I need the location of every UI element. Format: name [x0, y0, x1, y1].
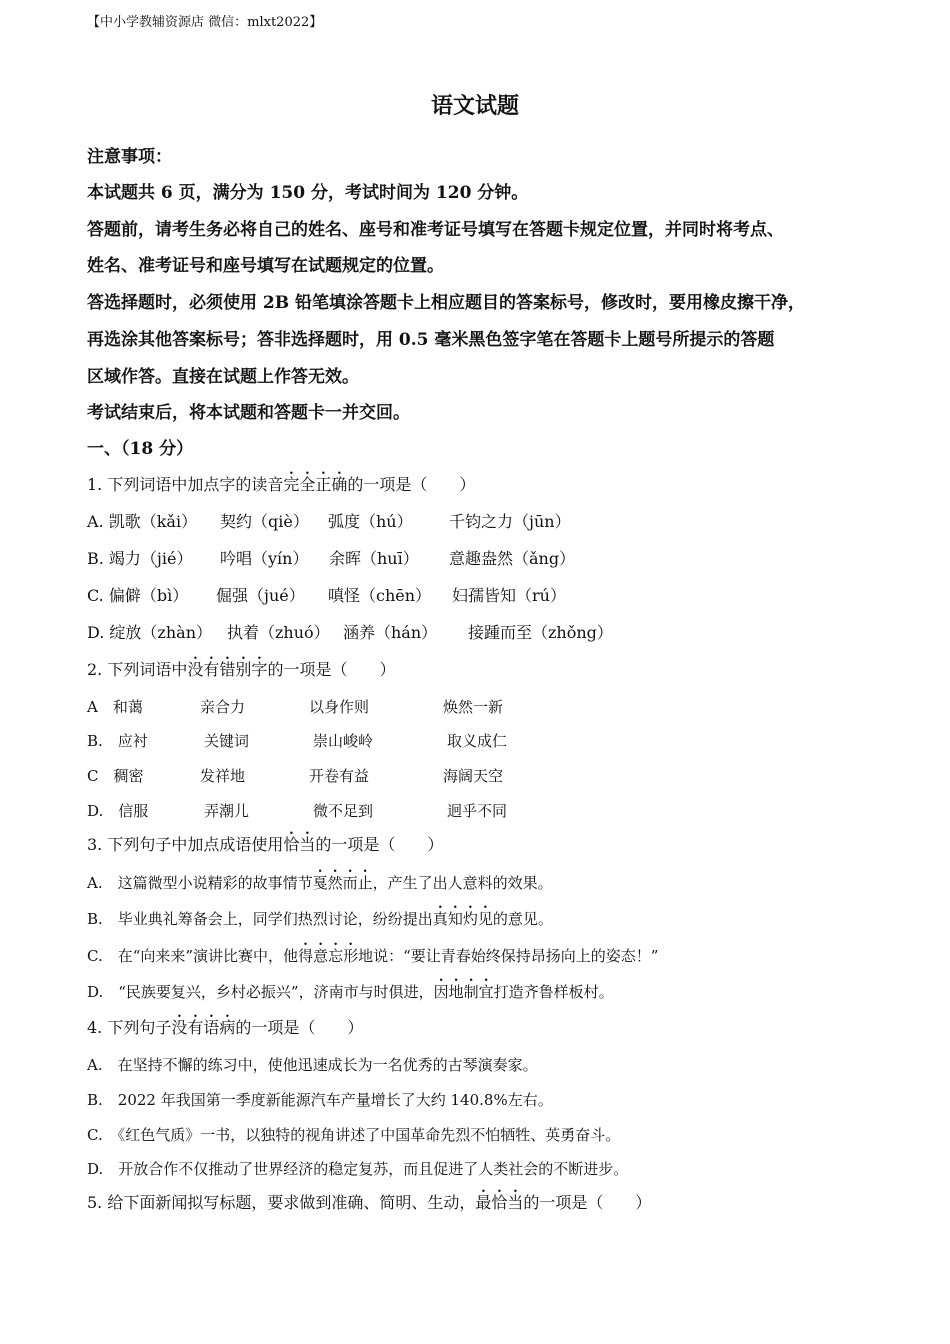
option-term: 焕然一新: [443, 698, 504, 716]
header-shop-info: 【中小学教辅资源店 微信：mlxt2022】: [87, 15, 323, 30]
notice-line: 答题前，请考生务必将自己的姓名、座号和准考证号填写在答题卡规定位置，并同时将考点、: [87, 220, 784, 240]
dotted-char: 然: [327, 874, 343, 892]
option-term: 契约（qiè）: [220, 512, 309, 531]
option-term: 迥乎不同: [447, 802, 508, 820]
page-title: 语文试题: [430, 93, 519, 119]
dotted-char: 忘: [328, 947, 344, 965]
dotted-char: 制: [463, 983, 479, 1001]
dotted-char: 正: [315, 475, 332, 494]
option-text: 地说：“要让青春始终保持昂扬向上的姿态！”: [358, 947, 659, 965]
option-text: B. 毕业典礼筹备会上，同学们热烈讨论，纷纷提出: [87, 910, 433, 928]
question-2-stem: [87, 660, 395, 680]
option-term: D. 绽放（zhàn）: [87, 623, 213, 642]
option-term: 发祥地: [200, 767, 246, 785]
option-term: 涵养（hán）: [343, 623, 438, 642]
question-3-stem: [87, 835, 443, 855]
notice-line: 考试结束后，将本试题和答题卡一并交回。: [87, 403, 410, 423]
option-term: 崇山峻岭: [313, 732, 374, 750]
dotted-char: 地: [448, 983, 464, 1001]
option-term: 亲合力: [200, 698, 246, 716]
dotted-char: 语: [203, 1018, 220, 1037]
option-term: D. 信服: [87, 802, 149, 820]
option-term: 余晖（huī）: [329, 549, 419, 568]
dotted-char: 真: [432, 910, 448, 928]
option-term: C 稠密: [87, 767, 144, 785]
option-text: ，产生了出人意料的效果。: [372, 874, 553, 892]
dotted-char: 戛: [312, 874, 328, 892]
option-term: 海阔天空: [443, 767, 504, 785]
question-1-option-c: [87, 586, 566, 606]
option-term: 嗔怪（chēn）: [328, 586, 432, 605]
stem-text: 的一项是（ ）: [235, 1018, 364, 1037]
option-text: A. 这篇微型小说精彩的故事情节: [87, 874, 313, 892]
question-4-stem: [87, 1018, 363, 1038]
option-term: 吟唱（yín）: [220, 549, 309, 568]
question-3-option-c: [87, 946, 658, 966]
option-text: 打造齐鲁样板村。: [493, 983, 614, 1001]
dotted-char: 见: [477, 910, 493, 928]
question-4-option-a: A. 在坚持不懈的练习中，使他迅速成长为一名优秀的古琴演奏家。: [87, 1056, 538, 1074]
option-term: 千钧之力（jūn）: [449, 512, 571, 531]
dotted-char: 恰: [491, 1193, 508, 1212]
question-3-option-a: [87, 873, 553, 893]
option-term: 以身作则: [309, 698, 370, 716]
option-text: C. 在“向来来”演讲比赛中，他: [87, 947, 299, 965]
option-term: 弄潮儿: [204, 802, 250, 820]
dotted-char: 意: [313, 947, 329, 965]
question-1-option-a: [87, 512, 571, 532]
dotted-char: 当: [507, 1193, 524, 1212]
question-2-option-b: [87, 731, 507, 751]
dotted-char: 止: [357, 874, 373, 892]
stem-text: 2. 下列词语中: [87, 660, 188, 679]
notice-line: 答选择题时，必须使用 2B 铅笔填涂答题卡上相应题目的答案标号，修改时，要用橡皮擦干净，: [87, 293, 806, 313]
option-term: A 和蔼: [87, 698, 143, 716]
option-term: B. 竭力（jié）: [87, 549, 193, 568]
dotted-char: 确: [331, 475, 348, 494]
option-term: 执着（zhuó）: [227, 623, 330, 642]
option-term: 关键词: [204, 732, 250, 750]
option-term: C. 偏僻（bì）: [87, 586, 189, 605]
option-term: 妇孺皆知（rú）: [452, 586, 566, 605]
question-1-option-d: [87, 623, 613, 643]
dotted-char: 最: [475, 1193, 492, 1212]
option-term: 开卷有益: [309, 767, 370, 785]
dotted-char: 全: [299, 475, 316, 494]
question-4-option-d: D. 开放合作不仅推动了世界经济的稳定复苏，而且促进了人类社会的不断进步。: [87, 1160, 629, 1178]
dotted-char: 没: [187, 660, 204, 679]
question-3-option-d: [87, 982, 614, 1002]
dotted-char: 形: [343, 947, 359, 965]
option-term: A. 凯歌（kǎi）: [87, 512, 198, 531]
option-text: 的意见。: [492, 910, 553, 928]
question-4-option-c: C. 《红色气质》一书，以独特的视角讲述了中国革命先烈不怕牺牲、英勇奋斗。: [87, 1126, 621, 1144]
notice-line: 姓名、准考证号和座号填写在试题规定的位置。: [87, 256, 444, 276]
question-2-option-a: [87, 697, 503, 717]
dotted-char: 有: [187, 1018, 204, 1037]
option-text: D. “民族要复兴，乡村必振兴”，济南市与时俱进，: [87, 983, 434, 1001]
dotted-char: 因: [433, 983, 449, 1001]
stem-text: 的一项是（ ）: [523, 1193, 652, 1212]
dotted-char: 完: [283, 475, 300, 494]
dotted-char: 得: [298, 947, 314, 965]
dotted-char: 病: [219, 1018, 236, 1037]
dotted-char: 知: [447, 910, 463, 928]
option-term: 弧度（hú）: [328, 512, 413, 531]
dotted-char: 而: [342, 874, 358, 892]
option-term: 意趣盎然（ǎng）: [449, 549, 576, 568]
stem-text: 1. 下列词语中加点字的读音: [87, 475, 284, 494]
question-4-option-b: B. 2022 年我国第一季度新能源汽车产量增长了大约 140.8%左右。: [87, 1091, 553, 1109]
stem-text: 4. 下列句子: [87, 1018, 172, 1037]
dotted-char: 灼: [462, 910, 478, 928]
question-2-option-c: [87, 766, 503, 786]
option-term: 取义成仁: [447, 732, 508, 750]
stem-text: 3. 下列句子中加点成语使用: [87, 835, 284, 854]
dotted-char: 字: [251, 660, 268, 679]
question-2-option-d: [87, 801, 507, 821]
section-heading: 一、（18 分）: [87, 439, 194, 459]
question-3-option-b: [87, 909, 553, 929]
question-1-stem: [87, 475, 475, 495]
notice-line: 再选涂其他答案标号；答非选择题时，用 0.5 毫米黑色签字笔在答题卡上题号所提示的答题: [87, 330, 775, 350]
option-term: 倔强（jué）: [216, 586, 305, 605]
stem-text: 的一项是（ ）: [315, 835, 444, 854]
question-5-stem: [87, 1193, 651, 1213]
stem-text: 5. 给下面新闻拟写标题，要求做到准确、简明、生动，: [87, 1193, 476, 1212]
dotted-char: 别: [235, 660, 252, 679]
dotted-char: 错: [219, 660, 236, 679]
notice-line: 区域作答。直接在试题上作答无效。: [87, 367, 359, 387]
stem-text: 的一项是（ ）: [267, 660, 396, 679]
option-term: B. 应衬: [87, 732, 148, 750]
dotted-char: 当: [299, 835, 316, 854]
dotted-char: 没: [171, 1018, 188, 1037]
option-term: 接踵而至（zhǒng）: [468, 623, 613, 642]
question-1-option-b: [87, 549, 575, 569]
option-term: 微不足到: [313, 802, 374, 820]
dotted-char: 宜: [478, 983, 494, 1001]
dotted-char: 有: [203, 660, 220, 679]
notice-line: 本试题共 6 页，满分为 150 分，考试时间为 120 分钟。: [87, 183, 529, 203]
notice-heading: 注意事项：: [87, 147, 172, 167]
stem-text: 的一项是（ ）: [347, 475, 476, 494]
dotted-char: 恰: [283, 835, 300, 854]
